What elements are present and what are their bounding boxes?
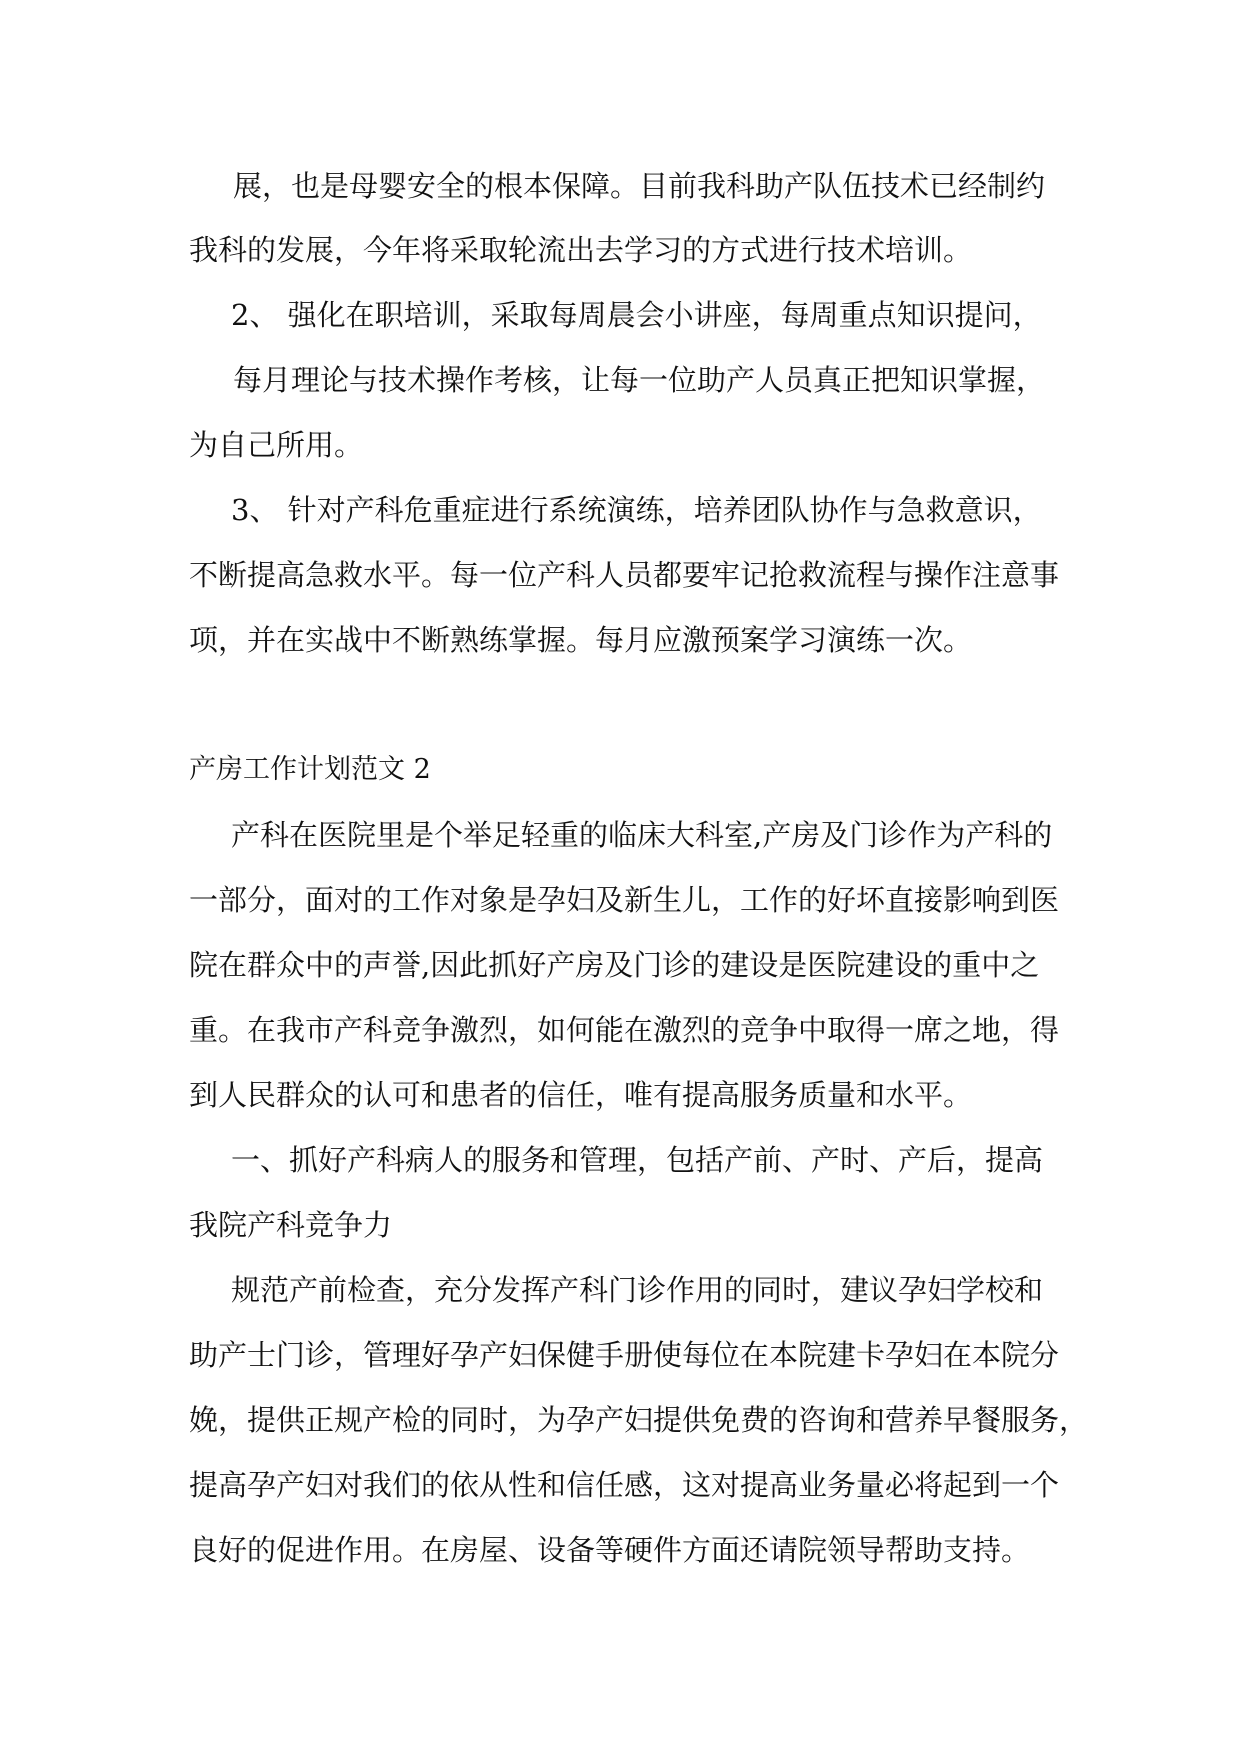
text-line: 每月理论与技术操作考核，让每一位助产人员真正把知识掌握， <box>233 363 1046 397</box>
text-line: 一部分，面对的工作对象是孕妇及新生儿，工作的好坏直接影响到医 <box>189 883 1060 917</box>
text-line: 重。在我市产科竞争激烈，如何能在激烈的竞争中取得一席之地，得 <box>189 1013 1060 1047</box>
text-line: 到人民群众的认可和患者的信任，唯有提高服务质量和水平。 <box>189 1078 973 1112</box>
text-line: 助产士门诊，管理好孕产妇保健手册使每位在本院建卡孕妇在本院分 <box>189 1338 1060 1372</box>
text-line: 规范产前检查，充分发挥产科门诊作用的同时，建议孕妇学校和 <box>231 1273 1044 1307</box>
text-line: 不断提高急救水平。每一位产科人员都要牢记抢救流程与操作注意事 <box>189 558 1060 592</box>
text-line: 3、 针对产科危重症进行系统演练，培养团队协作与急救意识， <box>231 493 1042 527</box>
text-line: 良好的促进作用。在房屋、设备等硬件方面还请院领导帮助支持。 <box>189 1533 1031 1567</box>
text-line: 娩，提供正规产检的同时，为孕产妇提供免费的咨询和营养早餐服务， <box>189 1403 1089 1437</box>
text-line: 我科的发展，今年将采取轮流出去学习的方式进行技术培训。 <box>189 233 973 267</box>
text-line: 展，也是母婴安全的根本保障。目前我科助产队伍技术已经制约 <box>233 169 1046 203</box>
text-line: 提高孕产妇对我们的依从性和信任感，这对提高业务量必将起到一个 <box>189 1468 1060 1502</box>
text-line: 一、抓好产科病人的服务和管理，包括产前、产时、产后，提高 <box>231 1143 1044 1177</box>
section-heading: 产房工作计划范文 2 <box>189 754 431 785</box>
text-line: 院在群众中的声誉,因此抓好产房及门诊的建设是医院建设的重中之 <box>189 948 1040 982</box>
text-line: 为自己所用。 <box>189 428 364 462</box>
text-line: 项，并在实战中不断熟练掌握。每月应激预案学习演练一次。 <box>189 623 973 657</box>
text-line: 产科在医院里是个举足轻重的临床大科室,产房及门诊作为产科的 <box>231 818 1053 852</box>
text-line: 2、 强化在职培训，采取每周晨会小讲座，每周重点知识提问， <box>231 298 1042 332</box>
text-line: 我院产科竞争力 <box>189 1208 393 1242</box>
